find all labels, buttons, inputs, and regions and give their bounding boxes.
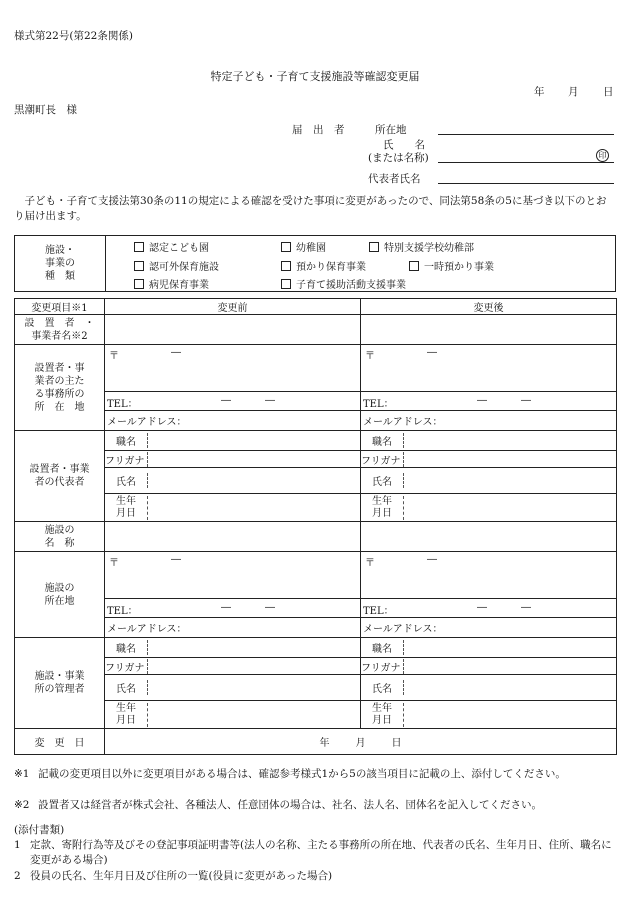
row-label-manager: 施設・事業 所の管理者: [15, 638, 105, 729]
manager-title-after[interactable]: 職名: [361, 638, 617, 658]
facility-type-table: [14, 235, 616, 292]
option-youchien[interactable]: 幼稚園: [281, 239, 326, 254]
applicant-heading: 届 出 者: [292, 124, 345, 136]
attachments-heading: (添付書類): [14, 824, 65, 836]
header-change-item: 変更項目※1: [15, 299, 105, 315]
checkbox-icon: [281, 279, 291, 289]
setter-office-mail-after[interactable]: メールアドレス：: [361, 411, 617, 431]
setter-rep-name-after[interactable]: 氏名: [361, 468, 617, 494]
date-year: 年: [534, 86, 545, 98]
setter-name-before[interactable]: [105, 315, 361, 345]
header-before: 変更前: [105, 299, 361, 315]
applicant-name-sub-label: (または名称): [368, 152, 429, 164]
applicant-address-label: 所在地: [375, 124, 407, 136]
facility-mail-after[interactable]: メールアドレス：: [361, 618, 617, 638]
representative-field[interactable]: [438, 183, 614, 184]
checkbox-icon: [281, 242, 291, 252]
manager-birth-before[interactable]: 生年 月日: [105, 701, 361, 729]
intro-text: 子ども・子育て支援法第30条の11の規定による確認を受けた事項に変更があったので、同法第58条の5に基づき以下のとおり届け出ます。: [14, 195, 607, 222]
facility-type-options: [106, 236, 616, 292]
row-label-setter-rep: 設置者・事業 者の代表者: [15, 431, 105, 522]
row-label-setter-office: 設置者・事 業者の主た る事務所の 所 在 地: [15, 345, 105, 431]
seal-mark: 印: [596, 149, 609, 162]
setter-office-postal-after[interactable]: 〒 ―: [361, 345, 617, 392]
manager-name-before[interactable]: 氏名: [105, 675, 361, 701]
setter-name-after[interactable]: [361, 315, 617, 345]
change-date-field[interactable]: 年 月 日: [105, 729, 617, 755]
setter-rep-name-before[interactable]: 氏名: [105, 468, 361, 494]
option-kosodate[interactable]: 子育て援助活動支援事業: [281, 276, 406, 291]
option-ichiji[interactable]: 一時預かり事業: [409, 258, 494, 273]
date-day: 日: [603, 86, 614, 98]
setter-rep-kana-after[interactable]: フリガナ: [361, 451, 617, 468]
manager-kana-after[interactable]: フリガナ: [361, 658, 617, 675]
header-after: 変更後: [361, 299, 617, 315]
option-tokubetsu[interactable]: 特別支援学校幼稚部: [369, 239, 474, 254]
setter-rep-kana-before[interactable]: フリガナ: [105, 451, 361, 468]
setter-rep-birth-after[interactable]: 生年 月日: [361, 494, 617, 522]
facility-postal-before[interactable]: 〒 ―: [105, 552, 361, 599]
checkbox-icon: [134, 242, 144, 252]
option-azukari[interactable]: 預かり保育事業: [281, 258, 366, 273]
applicant-name-label: 氏 名: [383, 139, 425, 151]
facility-name-after[interactable]: [361, 522, 617, 552]
facility-type-label: 施設・ 事業の 種 類: [15, 236, 106, 292]
note-2: ※2 設置者又は経営者が株式会社、各種法人、任意団体の場合は、社名、法人名、団体名を記入してください。: [14, 799, 542, 811]
setter-rep-title-before[interactable]: 職名: [105, 431, 361, 451]
facility-name-before[interactable]: [105, 522, 361, 552]
attachment-1: 1 定款、寄附行為等及びその登記事項証明書等(法人の名称、主たる事務所の所在地、代表者の氏名、生年月日、住所、職名に変更がある場合): [14, 839, 612, 866]
setter-office-tel-after[interactable]: TEL： ― ―: [361, 392, 617, 411]
setter-office-tel-before[interactable]: TEL： ― ―: [105, 392, 361, 411]
facility-mail-before[interactable]: メールアドレス：: [105, 618, 361, 638]
option-byouji[interactable]: 病児保育事業: [134, 276, 209, 291]
option-ninkagai[interactable]: 認可外保育施設: [134, 258, 219, 273]
change-table: [14, 298, 617, 755]
representative-label: 代表者氏名: [368, 173, 421, 185]
row-label-facility-name: 施設の 名 称: [15, 522, 105, 552]
manager-kana-before[interactable]: フリガナ: [105, 658, 361, 675]
option-nintei[interactable]: 認定こども園: [134, 239, 209, 254]
addressee: 黒潮町長 様: [14, 104, 77, 116]
checkbox-icon: [409, 261, 419, 271]
checkbox-icon: [134, 261, 144, 271]
row-label-facility-address: 施設の 所在地: [15, 552, 105, 638]
applicant-name-field[interactable]: [438, 162, 614, 163]
manager-birth-after[interactable]: 生年 月日: [361, 701, 617, 729]
setter-office-mail-before[interactable]: メールアドレス：: [105, 411, 361, 431]
checkbox-icon: [281, 261, 291, 271]
setter-rep-birth-before[interactable]: 生年 月日: [105, 494, 361, 522]
setter-rep-title-after[interactable]: 職名: [361, 431, 617, 451]
manager-name-after[interactable]: 氏名: [361, 675, 617, 701]
facility-tel-after[interactable]: TEL： ― ―: [361, 599, 617, 618]
row-label-setter-name: 設 置 者 ・ 事業者名※2: [15, 315, 105, 345]
page-title: 特定子ども・子育て支援施設等確認変更届: [210, 70, 420, 83]
note-1: ※1 記載の変更項目以外に変更項目がある場合は、確認参考様式1から5の該当項目に記載の上、添付してください。: [14, 768, 566, 780]
applicant-address-field[interactable]: [438, 134, 614, 135]
form-number: 様式第22号(第22条関係): [14, 30, 133, 42]
facility-tel-before[interactable]: TEL： ― ―: [105, 599, 361, 618]
row-label-change-date: 変 更 日: [15, 729, 105, 755]
checkbox-icon: [134, 279, 144, 289]
facility-postal-after[interactable]: 〒 ―: [361, 552, 617, 599]
date-month: 月: [568, 86, 579, 98]
checkbox-icon: [369, 242, 379, 252]
manager-title-before[interactable]: 職名: [105, 638, 361, 658]
setter-office-postal-before[interactable]: 〒 ―: [105, 345, 361, 392]
attachment-2: 2 役員の氏名、生年月日及び住所の一覧(役員に変更があった場合): [14, 870, 333, 882]
